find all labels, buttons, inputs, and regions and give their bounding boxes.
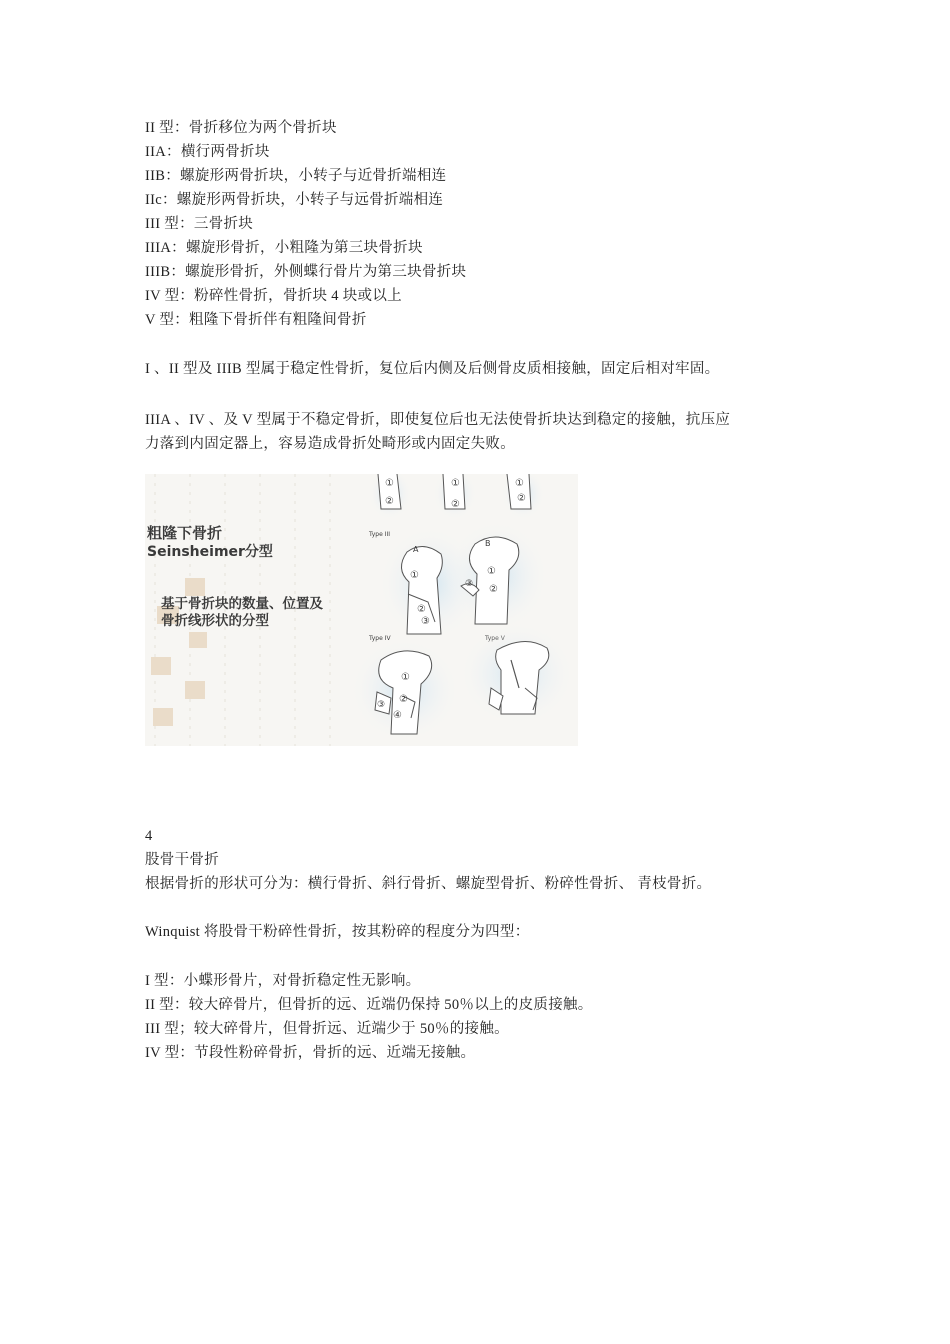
iiib-circled-1: ①	[487, 566, 496, 577]
top-circled-2a: ②	[385, 496, 394, 507]
type-iiib-bone	[445, 520, 549, 632]
figure-title-line2: Seinsheimer分型	[147, 544, 273, 560]
type-iii-label: Type III	[369, 531, 390, 538]
type-iv-line: IV 型：粉碎性骨折，骨折块 4 块或以上	[145, 288, 402, 304]
top-circled-2c: ②	[517, 493, 526, 504]
iv-circled-4: ④	[393, 710, 402, 721]
bone-drawings	[350, 474, 575, 742]
type-iv-label: Type IV	[369, 635, 391, 642]
winquist-type-i: I 型：小蝶形骨片，对骨折稳定性无影响。	[145, 973, 421, 989]
winquist-type-iii: III 型；较大碎骨片，但骨折远、近端少于 50％的接触。	[145, 1021, 509, 1037]
type-iiib-label: B	[485, 539, 491, 548]
type-ii-line: II 型：骨折移位为两个骨折块	[145, 120, 337, 136]
winquist-intro: Winquist 将股骨干粉碎性骨折，按其粉碎的程度分为四型：	[145, 924, 530, 940]
top-row-bones	[368, 474, 545, 520]
type-iii-line: III 型：三骨折块	[145, 216, 254, 232]
top-circled-1b: ①	[451, 478, 460, 489]
figure-subtitle-line1: 基于骨折块的数量、位置及	[161, 596, 323, 612]
top-circled-2b: ②	[451, 499, 460, 510]
figure-subtitle-line2: 骨折线形状的分型	[161, 613, 269, 629]
type-iia-line: IIA：横行两骨折块	[145, 144, 270, 160]
stable-fracture-paragraph: I 、II 型及 IIIB 型属于稳定性骨折，复位后内侧及后侧骨皮质相接触，固定后相对牢固。	[145, 361, 720, 377]
type-iiia-label: A	[413, 545, 419, 554]
top-circled-1c: ①	[515, 478, 524, 489]
top-circled-1a: ①	[385, 478, 394, 489]
winquist-type-iv: IV 型：节段性粉碎骨折，骨折的远、近端无接触。	[145, 1045, 476, 1061]
section-number: 4	[145, 828, 153, 844]
type-iv-bone	[350, 638, 460, 742]
type-iib-line: IIB：螺旋形两骨折块，小转子与近骨折端相连	[145, 168, 447, 184]
iv-circled-1: ①	[401, 672, 410, 683]
fracture-shape-paragraph: 根据骨折的形状可分为：横行骨折、斜行骨折、螺旋型骨折、粉碎性骨折、 青枝骨折。	[145, 876, 712, 892]
type-iic-line: IIc：螺旋形两骨折块，小转子与远骨折端相连	[145, 192, 444, 208]
unstable-fracture-paragraph-line2: 力落到内固定器上，容易造成骨折处畸形或内固定失败。	[145, 436, 515, 452]
type-iiib-line: IIIB：螺旋形骨折，外侧蝶行骨片为第三块骨折块	[145, 264, 467, 280]
section-heading: 股骨干骨折	[145, 852, 219, 868]
iv-circled-2: ②	[399, 694, 408, 705]
iiia-circled-1: ①	[410, 570, 419, 581]
type-v-line: V 型：粗隆下骨折伴有粗隆间骨折	[145, 312, 367, 328]
seinsheimer-classification-figure	[145, 474, 578, 746]
winquist-type-ii: II 型：较大碎骨片，但骨折的远、近端仍保持 50％以上的皮质接触。	[145, 997, 593, 1013]
iiib-circled-3: ③	[465, 579, 474, 589]
figure-svg	[145, 474, 578, 746]
iiia-circled-3: ③	[421, 616, 430, 627]
unstable-fracture-paragraph-line1: IIIA 、IV 、及 V 型属于不稳定骨折，即使复位后也无法使骨折块达到稳定的接触，抗压应	[145, 412, 731, 428]
type-v-bone	[459, 622, 575, 726]
iiib-circled-2: ②	[489, 584, 498, 595]
iiia-circled-2: ②	[417, 604, 426, 615]
figure-title-line1: 粗隆下骨折	[147, 524, 223, 542]
type-iiia-line: IIIA：螺旋形骨折，小粗隆为第三块骨折块	[145, 240, 423, 256]
iv-circled-3: ③	[377, 700, 386, 710]
